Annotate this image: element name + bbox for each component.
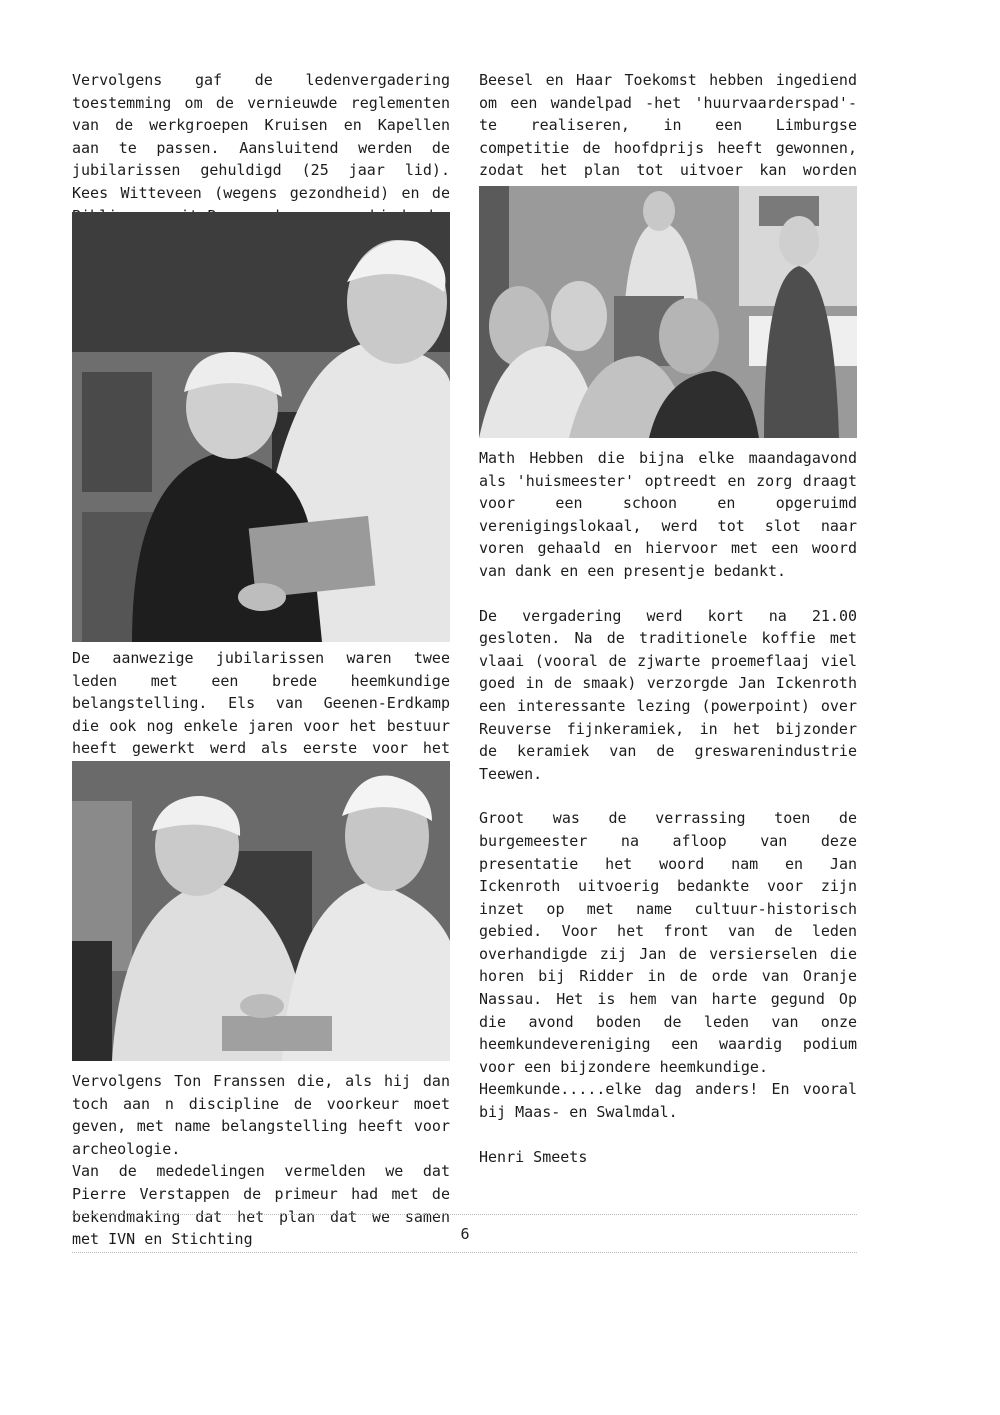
right-column-body (479, 447, 857, 1168)
footer-rule (72, 1214, 857, 1215)
paragraph: Beesel en Haar Toekomst hebben ingediend om een wandelpad -het 'huurvaarderspad'- te realiseren, in een Limburgse competitie de hoofdprijs heeft gewonnen, zodat het plan tot uitvoer kan worden (479, 71, 857, 180)
paragraph: Vervolgens Ton Franssen die, als hij dan toch aan n discipline de voorkeur moet geven, met name belangstelling heeft voor archeologie. (72, 1072, 450, 1158)
signature: Henri Smeets (479, 1147, 588, 1166)
footer-rule-bottom (72, 1252, 857, 1253)
photo-jubilarian-ton (72, 761, 450, 1061)
photo-jubilarian-els (72, 212, 450, 642)
paragraph: Vervolgens gaf de ledenvergadering toestemming om de vernieuwde reglementen van de werkgroepen Kruisen en Kapellen aan te passen. Aansluitend werden de jubilarissen gehuldigd (25 jaar lid). Kees Witteveen (wegens gezondheid) en de (72, 71, 450, 202)
right-column (479, 69, 857, 205)
left-column-bottom (72, 1070, 450, 1251)
page-number: 6 (460, 1225, 470, 1243)
paragraph: Heemkunde.....elke dag anders! En vooral bij Maas- en Swalmdal. (479, 1080, 857, 1122)
left-column (72, 69, 450, 227)
paragraph: Math Hebben die bijna elke maandagavond als 'huismeester' optreedt en zorg draagt voor een schoon en opgeruimd verenigingslokaal, werd tot slot naar voren gehaald en hiervoor met een woord van dank en een presentje bedankt. (479, 449, 857, 580)
paragraph: De vergadering werd kort na 21.00 gesloten. Na de traditionele koffie met vlaai (vooral de zjwarte proemeflaaj viel goed in de smaak) verzorgde Jan Ickenroth een interessante lezing (powerpoint) over Reuverse fijnkeramiek, in het bijzonder de keramiek van de greswarenindustrie Teewen. (479, 606, 857, 783)
paragraph: Groot was de verrassing toen de burgemeester na afloop van deze presentatie het woord nam en Jan Ickenroth uitvoerig bedankte voor zijn inzet op met name cultuur-historisch gebied. Voor het front van de leden overhandigde zij Jan de versierselen die horen bij Ridder in de orde van Oranje Nassau. Het is hem van harte gegund Op die avond boden de leden van onze heemkundevereniging een waardig podium voor een bijzondere heemkundige. (479, 809, 857, 1076)
paragraph: De aanwezige jubilarissen waren twee leden met een brede heemkundige belangstelling. Els van Geenen-Erdkamp die ook nog enkele jaren voor het bestuur heeft gewerkt werd als eerste voor het (72, 649, 450, 758)
photo-meeting-room (479, 186, 857, 438)
paragraph: Van de mededelingen vermelden we dat Pierre Verstappen de primeur had met de bekendmaking dat het plan dat we samen met IVN en Stichting (72, 1162, 450, 1249)
